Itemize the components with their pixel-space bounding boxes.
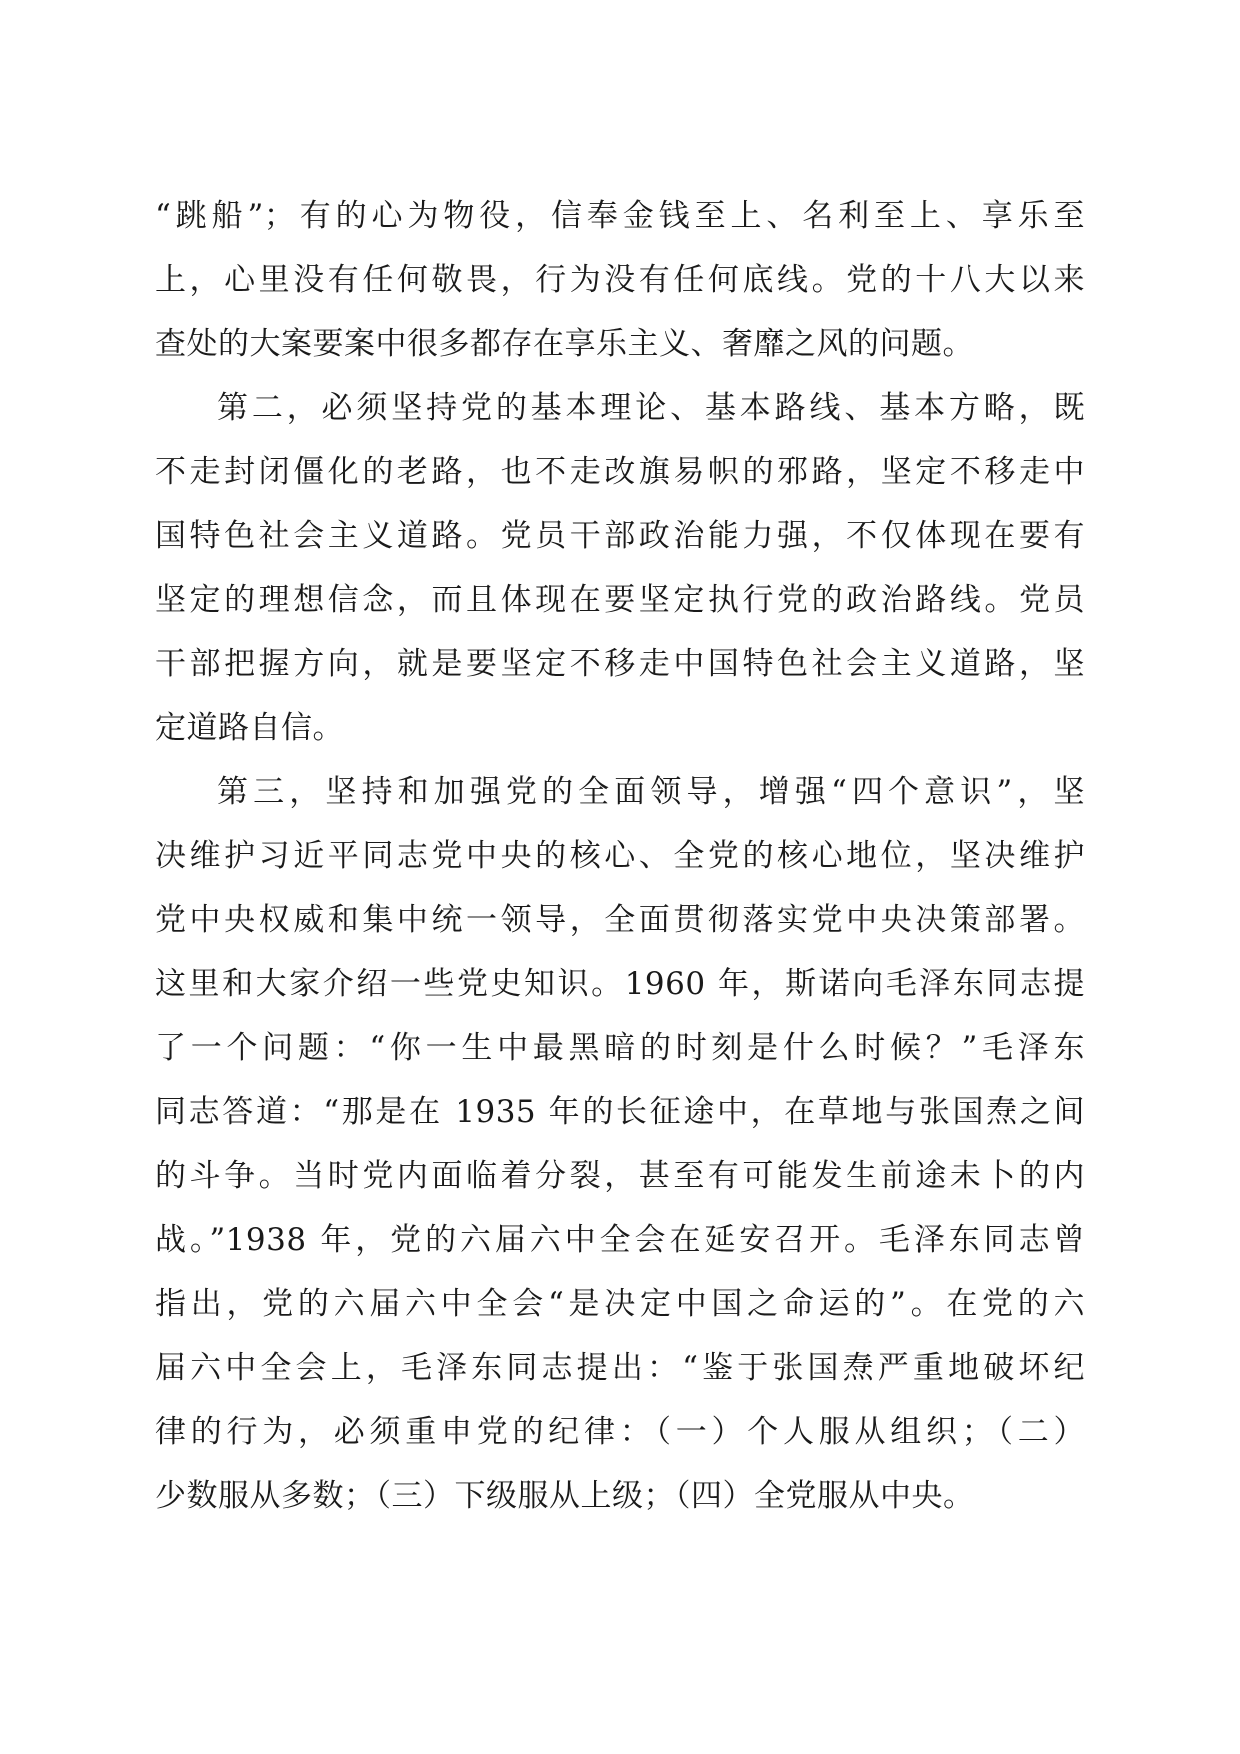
text-line: 了一个问题：“你一生中最黑暗的时刻是什么时候？”毛泽东 xyxy=(155,1030,1085,1066)
text-line: 届六中全会上，毛泽东同志提出：“鉴于张国焘严重地破坏纪 xyxy=(155,1350,1085,1386)
paragraph-3 xyxy=(155,760,1085,1528)
text-line: 坚定的理想信念，而且体现在要坚定执行党的政治路线。党员 xyxy=(155,582,1085,618)
text-line: 律的行为，必须重申党的纪律：（一）个人服从组织；（二） xyxy=(155,1414,1085,1450)
text-line: 第二，必须坚持党的基本理论、基本路线、基本方略，既 xyxy=(217,390,1085,426)
text-line: 同志答道：“那是在 1935 年的长征途中，在草地与张国焘之间 xyxy=(155,1094,1085,1130)
text-line: 干部把握方向，就是要坚定不移走中国特色社会主义道路，坚 xyxy=(155,646,1085,682)
text-line: 第三，坚持和加强党的全面领导，增强“四个意识”，坚 xyxy=(217,774,1085,810)
text-line: “跳船”；有的心为物役，信奉金钱至上、名利至上、享乐至 xyxy=(155,198,1085,234)
text-line: 这里和大家介绍一些党史知识。1960 年，斯诺向毛泽东同志提 xyxy=(155,966,1085,1002)
text-line: 党中央权威和集中统一领导，全面贯彻落实党中央决策部署。 xyxy=(155,902,1085,938)
text-line: 查处的大案要案中很多都存在享乐主义、奢靡之风的问题。 xyxy=(155,326,974,362)
document-body xyxy=(155,184,1085,1528)
text-line: 定道路自信。 xyxy=(155,710,344,746)
text-line: 决维护习近平同志党中央的核心、全党的核心地位，坚决维护 xyxy=(155,838,1085,874)
text-line: 战。”1938 年，党的六届六中全会在延安召开。毛泽东同志曾 xyxy=(155,1222,1085,1258)
text-line: 少数服从多数；（三）下级服从上级；（四）全党服从中央。 xyxy=(155,1478,975,1514)
text-line: 国特色社会主义道路。党员干部政治能力强，不仅体现在要有 xyxy=(155,518,1085,554)
text-line: 的斗争。当时党内面临着分裂，甚至有可能发生前途未卜的内 xyxy=(155,1158,1085,1194)
text-line: 上，心里没有任何敬畏，行为没有任何底线。党的十八大以来 xyxy=(155,262,1085,298)
paragraph-1 xyxy=(155,184,1085,376)
paragraph-2 xyxy=(155,376,1085,760)
text-line: 不走封闭僵化的老路，也不走改旗易帜的邪路，坚定不移走中 xyxy=(155,454,1085,490)
text-line: 指出，党的六届六中全会“是决定中国之命运的”。在党的六 xyxy=(155,1286,1085,1322)
